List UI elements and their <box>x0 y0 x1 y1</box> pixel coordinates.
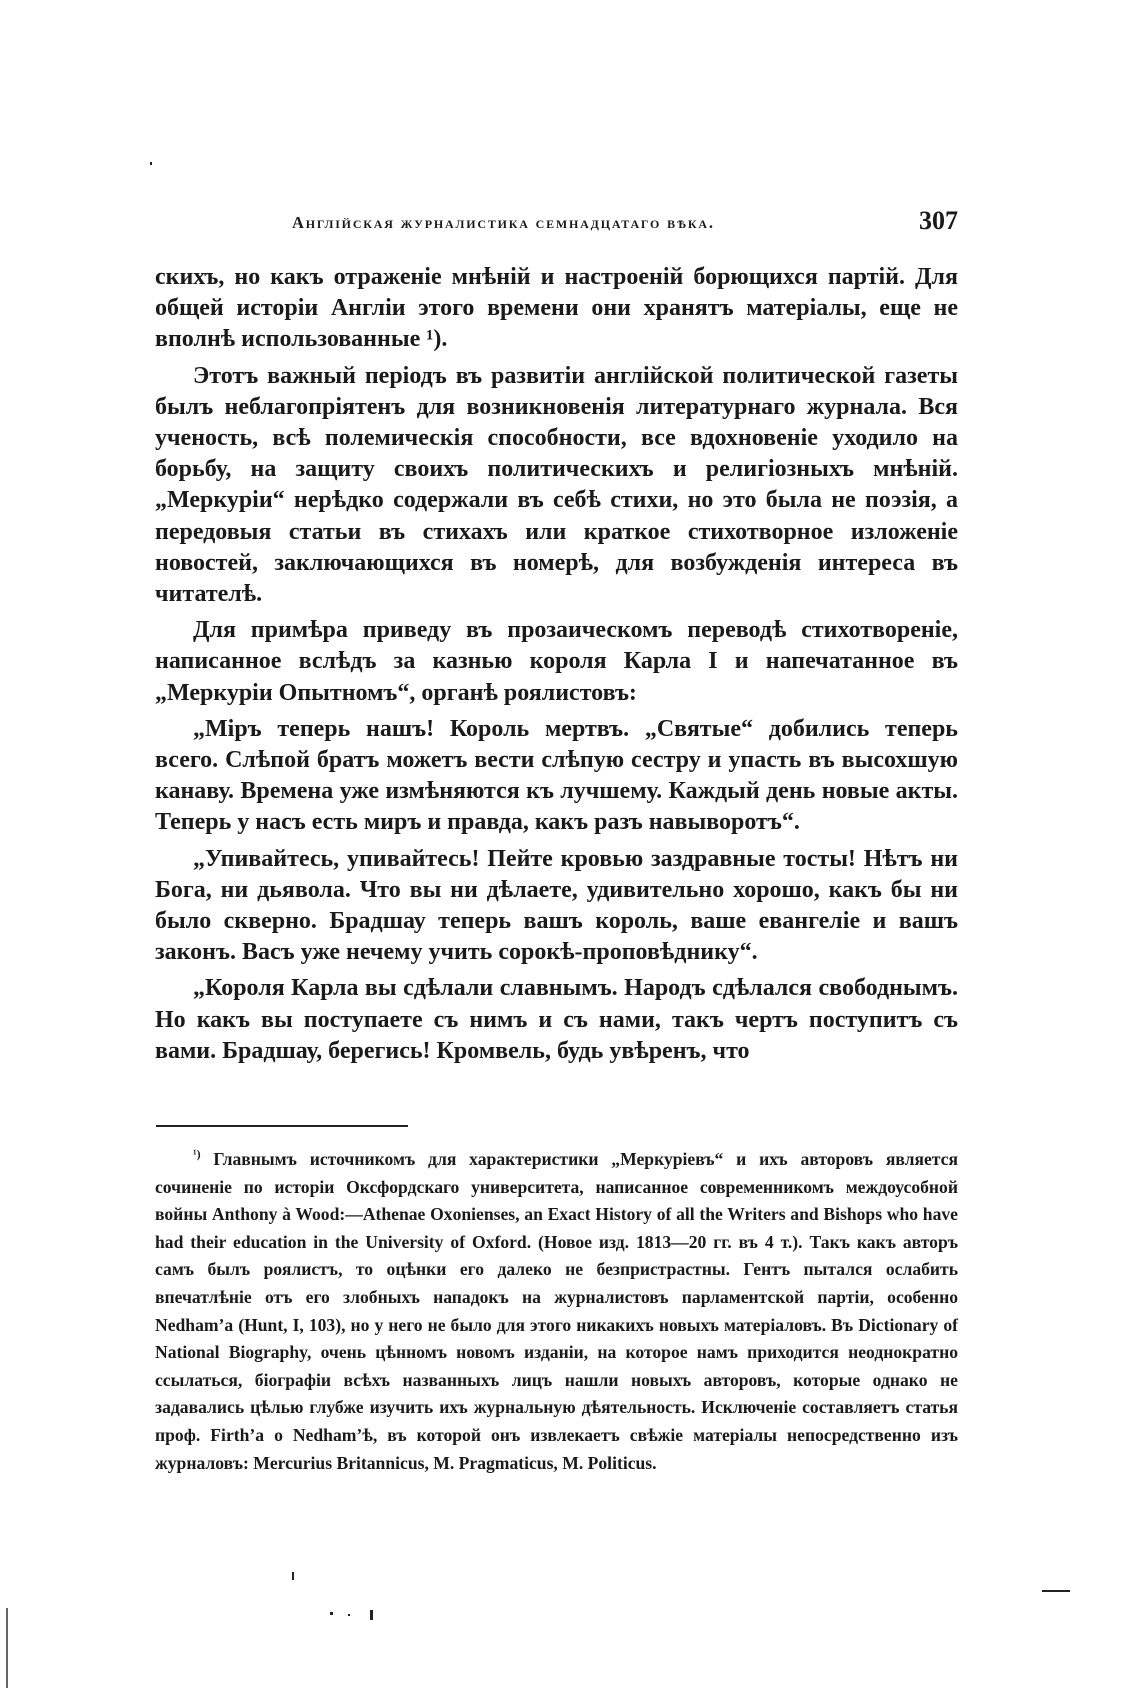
footnote-marker: ¹) <box>193 1147 201 1162</box>
footnote-separator <box>156 1125 408 1127</box>
page-header <box>150 206 958 243</box>
main-text <box>155 262 958 1072</box>
scan-speck <box>348 1614 350 1616</box>
paragraph: Для примѣра приведу въ прозаическомъ переводѣ стихотвореніе, написанное вслѣдъ за казнью короля Карла I и напечатанное въ „Меркуріи Опытномъ“, органѣ роялистовъ: <box>155 617 958 706</box>
quote-paragraph: „Міръ теперь нашъ! Король мертвъ. „Святые“ добились теперь всего. Слѣпой братъ можетъ вести слѣпую сестру и упасть въ высохшую канаву. Времена уже измѣняются къ лучшему. Каждый день новые акты. Теперь у насъ есть миръ и правда, какъ разъ навыворотъ“. <box>155 715 958 836</box>
scan-speck <box>1042 1590 1070 1592</box>
footnote <box>155 1146 958 1477</box>
scan-speck <box>150 162 152 165</box>
scan-speck <box>370 1610 373 1620</box>
quote-paragraph: „Упивайтесь, упивайтесь! Пейте кровью заздравные тосты! Нѣтъ ни Бога, ни дьявола. Что вы ни дѣлаете, удивительно хорошо, какъ бы ни было скверно. Брадшау теперь вашъ король, ваше евангеліе и вашъ законъ. Васъ уже нечему учить сорокѣ-проповѣднику“. <box>155 845 958 966</box>
paragraph: Этотъ важный періодъ въ развитіи англійской политической газеты былъ неблагопріятенъ для возникновенія литературнаго журнала. Вся ученость, всѣ полемическія способности, все вдохновеніе уходило на борьбу, на защиту своихъ политическихъ и религіозныхъ мнѣній. „Меркуріи“ нерѣдко содержали въ себѣ стихи, но это была не поэзія, а передовыя статьи въ стихахъ или краткое стихотворное изложеніе новостей, заключающихся въ номерѣ, для возбужденія интереса въ читателѣ. <box>155 362 958 608</box>
scan-speck <box>292 1572 294 1580</box>
quote-paragraph: „Короля Карла вы сдѣлали славнымъ. Народъ сдѣлался свободнымъ. Но какъ вы поступаете съ нимъ и съ нами, такъ чертъ поступитъ съ вами. Брадшау, берегись! Кромвель, будь увѣренъ, что <box>155 975 958 1064</box>
page-number: 307 <box>919 206 958 235</box>
scan-speck <box>330 1612 333 1615</box>
footnote-text: Главнымъ источникомъ для характеристики „Меркуріевъ“ и ихъ авторовъ является сочиненіе по исторіи Оксфордскаго университета, написанное современникомъ междоусобной войны Anthony à Wood:—Athenae Oxonienses, an Exact History of all the Writers and Bishops who have had their education in the University of Oxford. (Новое изд. 1813—20 гг. въ 4 т.). Такъ какъ авторъ самъ былъ роялистъ, то оцѣнки его далеко не безпристрастны. Гентъ пытался ослабить впечатлѣніе отъ его злобныхъ нападокъ на журналистовъ парламентской партіи, особенно Nedham’a (Hunt, I, 103), но у него не было для этого никакихъ новыхъ матеріаловъ. Въ Dictionary of National Biography, очень цѣнномъ новомъ изданіи, на которое намъ приходится неоднократно ссылаться, біографіи всѣхъ названныхъ лицъ нашли новыхъ авторовъ, которые однако не задавались цѣлью глубже изучить ихъ журнальную дѣятельность. Исключеніе составляетъ статья проф. Firth’a о Nedham’ѣ, въ которой онъ извлекаетъ свѣжіе матеріалы непосредственно изъ журналовъ: Mercurius Britannicus, M. Pragmaticus, M. Politicus. <box>155 1149 958 1473</box>
scan-edge <box>6 1608 8 1688</box>
paragraph: скихъ, но какъ отраженіе мнѣній и настроеній борющихся партій. Для общей исторіи Англіи этого времени они хранятъ матеріалы, еще не вполнѣ использованные ¹). <box>155 264 958 353</box>
running-title: Англійская журналистика семнадцатаго вѣка. <box>292 213 715 232</box>
